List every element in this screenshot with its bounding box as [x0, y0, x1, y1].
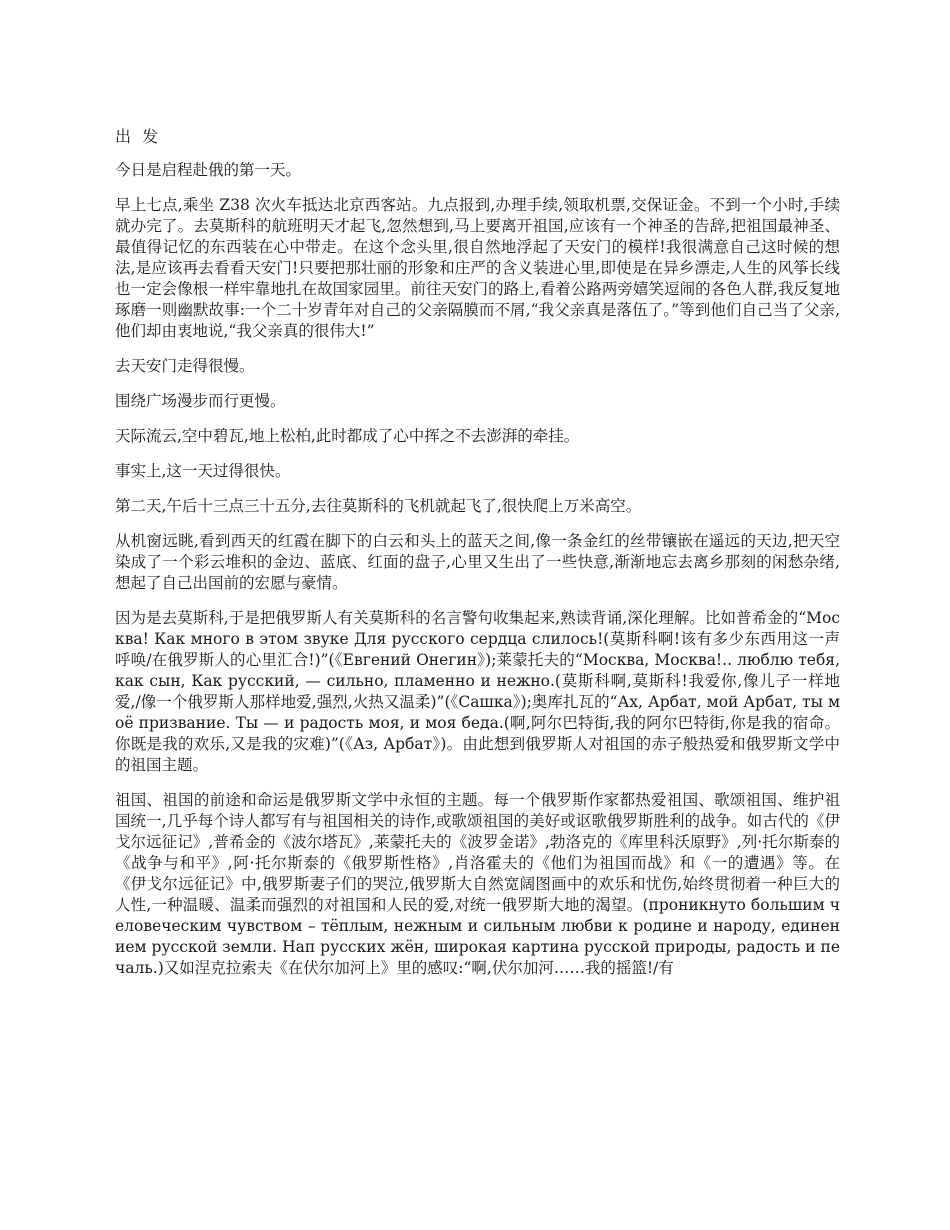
- paragraph-2: 早上七点,乘坐 Z38 次火车抵达北京西客站。九点报到,办理手续,领取机票,交保证金。不到一个小时,手续就办完了。去莫斯科的航班明天才起飞,忽然想到,马上要离开祖国,应该有一个神圣的告辞,把祖国最神圣、最值得记忆的东西装在心中带走。在这个念头里,很自然地浮起了天安门的模样!我很满意自己这时候的想法,是应该再去看看天安门!只要把那壮丽的形象和庄严的含义装进心里,即使是在异乡漂走,人生的风筝长线也一定会像根一样牢靠地扎在故国家园里。前往天安门的路上,看着公路两旁嬉笑逗闹的各色人群,我反复地琢磨一则幽默故事:一个二十岁青年对自己的父亲隔膜而不屑,“我父亲真是落伍了。”等到他们自己当了父亲,他们却由衷地说,“我父亲真的很伟大!”: [115, 196, 840, 340]
- paragraph-9: 因为是去莫斯科,于是把俄罗斯人有关莫斯科的名言警句收集起来,熟读背诵,深化理解。比如普希金的“Москва! Как много в этом звуке Для русского сердца слилось!(莫斯科啊!该有多少东西用这一声呼唤/在俄罗斯人的心里汇合!)”(《Евгений Онегин》);莱蒙托夫的“Москва, Москва!.. люблю тебя, как сын, Как русский, — сильно, пламенно и нежно.(莫斯科啊,莫斯科!我爱你,像儿子一样地爱,/像一个俄罗斯人那样地爱,强烈,火热又温柔)”(《Сашка》);奥库扎瓦的“Ах, Арбат, мой Арбат, ты моё призвание. Ты — и радость моя, и моя беда.(啊,阿尔巴特街,我的阿尔巴特街,你是我的宿命。你既是我的欢乐,又是我的灾难)”(《Аз, Арбат》)。由此想到俄罗斯人对祖国的赤子般热爱和俄罗斯文学中的祖国主题。: [115, 609, 840, 774]
- paragraph-4: 围绕广场漫步而行更慢。: [115, 392, 286, 410]
- paragraph-5: 天际流云,空中碧瓦,地上松柏,此时都成了心中挥之不去澎湃的牵挂。: [115, 427, 580, 445]
- document-page: [115, 126, 840, 993]
- paragraph-1: 今日是启程赴俄的第一天。: [115, 161, 302, 179]
- paragraph-7: 第二天,午后十三点三十五分,去往莫斯科的飞机就起飞了,很快爬上万米高空。: [115, 497, 642, 515]
- paragraph-6: 事实上,这一天过得很快。: [115, 462, 291, 480]
- document-title: 出 发: [115, 127, 162, 146]
- paragraph-8: 从机窗远眺,看到西天的红霞在脚下的白云和头上的蓝天之间,像一条金红的丝带镶嵌在遥远的天边,把天空染成了一个彩云堆积的金边、蓝底、红面的盘子,心里又生出了一些快意,渐渐地忘去离乡那刻的闲愁杂绪,想起了自己出国前的宏愿与豪情。: [115, 532, 840, 592]
- paragraph-10: 祖国、祖国的前途和命运是俄罗斯文学中永恒的主题。每一个俄罗斯作家都热爱祖国、歌颂祖国、维护祖国统一,几乎每个诗人都写有与祖国相关的诗作,或歌颂祖国的美好或讴歌俄罗斯胜利的战争。如古代的《伊戈尔远征记》,普希金的《波尔塔瓦》,莱蒙托夫的《波罗金诺》,勃洛克的《库里科沃原野》,列·托尔斯泰的《战争与和平》,阿·托尔斯泰的《俄罗斯性格》,肖洛霍夫的《他们为祖国而战》和《一的遭遇》等。在《伊戈尔远征记》中,俄罗斯妻子们的哭泣,俄罗斯大自然宽阔图画中的欢乐和忧伤,始终贯彻着一种巨大的人性,一种温暖、温柔而强烈的对祖国和人民的爱,对统一俄罗斯大地的渴望。(проникнуто большим человеческим чувством – тёплым, нежным и сильным любви к родине и народу, единением русской земли. Нап русских жён, широкая картина русской природы, радость и печаль.)又如涅克拉索夫《在伏尔加河上》里的感叹:“啊,伏尔加河……我的摇篮!/有: [115, 791, 840, 977]
- paragraph-3: 去天安门走得很慢。: [115, 357, 255, 375]
